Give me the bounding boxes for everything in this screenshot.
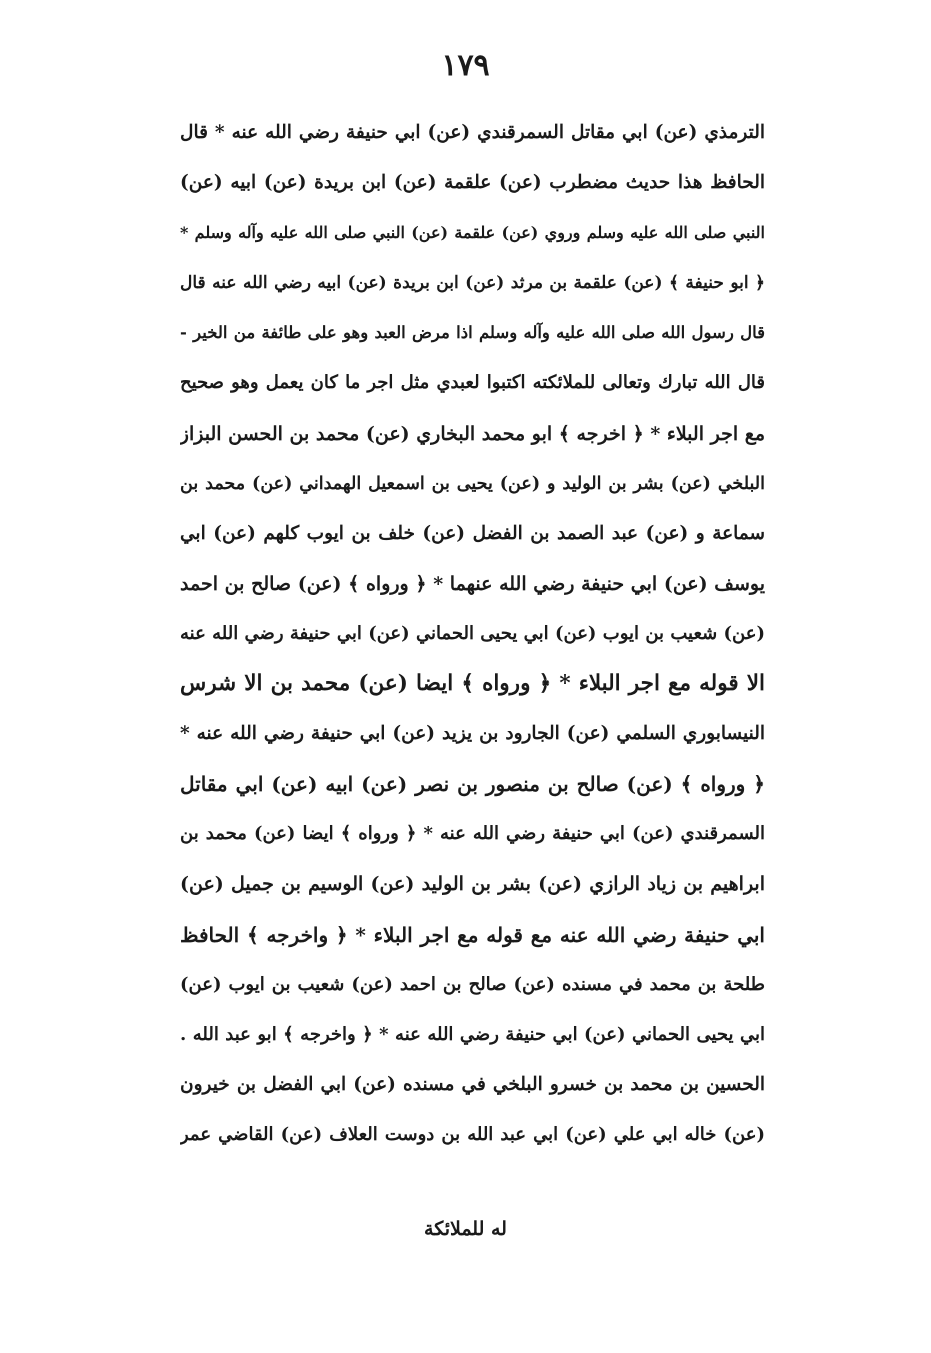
text-line: ابي يحيى الحماني (عن) ابي حنيفة رضي الله عنه * ﴿ واخرجه ﴾ ابو عبد الله . <box>180 1023 765 1045</box>
text-line: الحسين بن محمد بن خسرو البلخي في مسنده (عن) ابي الفضل بن خيرون <box>180 1073 765 1095</box>
text-line: (عن) خاله ابي علي (عن) ابي عبد الله بن دوست العلاف (عن) القاضي عمر <box>180 1123 765 1145</box>
footnote: له للملائكة <box>424 1218 507 1240</box>
text-line: الترمذي (عن) ابي مقاتل السمرقندي (عن) ابي حنيفة رضي الله عنه * قال <box>180 122 765 143</box>
text-line: ابراهيم بن زياد الرازي (عن) بشر بن الوليد (عن) الوسيم بن جميل (عن) <box>180 873 765 896</box>
text-line: سماعة و (عن) عبد الصمد بن الفضل (عن) خلف بن ايوب كلهم (عن) ابي <box>180 522 765 544</box>
text-line: يوسف (عن) ابي حنيفة رضي الله عنهما * ﴿ ورواه ﴾ (عن) صالح بن احمد <box>180 572 765 595</box>
text-line: الا قوله مع اجر البلاء * ﴿ ورواه ﴾ ايضا (عن) محمد بن الا شرس <box>180 671 765 697</box>
text-line: النيسابوري السلمي (عن) الجارود بن يزيد (عن) ابي حنيفة رضي الله عنه * <box>180 723 765 745</box>
text-line: (عن) شعيب بن ايوب (عن) ابي يحيى الحماني (عن) ابي حنيفة رضي الله عنه <box>180 622 765 644</box>
body-text <box>180 108 765 1160</box>
text-line: قال الله تبارك وتعالى للملائكته اكتبوا لعبدي مثل اجر ما كان يعمل وهو صحيح <box>180 372 765 394</box>
text-line: النبي صلى الله عليه وسلم وروي (عن) علقمة (عن) النبي صلى الله عليه وآله وسلم * <box>180 223 765 243</box>
text-line: ﴿ ورواه ﴾ (عن) صالح بن منصور بن نصر (عن) ابيه (عن) ابي مقاتل <box>180 772 765 797</box>
text-line: الحافظ هذا حديث مضطرب (عن) علقمة (عن) ابن بريدة (عن) ابيه (عن) <box>180 172 765 194</box>
text-line: السمرقندي (عن) ابي حنيفة رضي الله عنه * ﴿ ورواه ﴾ ايضا (عن) محمد بن <box>180 823 765 845</box>
text-line: طلحة بن محمد في مسنده (عن) صالح بن احمد (عن) شعيب بن ايوب (عن) <box>180 973 765 995</box>
text-line: مع اجر البلاء * ﴿ اخرجه ﴾ ابو محمد البخاري (عن) محمد بن الحسن البزاز <box>180 422 765 445</box>
text-line: ابي حنيفة رضي الله عنه مع قوله مع اجر البلاء * ﴿ واخرجه ﴾ الحافظ <box>180 922 765 947</box>
page-number: ١٧٩ <box>441 48 490 83</box>
text-line: ﴿ ابو حنيفة ﴾ (عن) علقمة بن مرثد (عن) ابن بريدة (عن) ابيه رضي الله عنه قال <box>180 273 765 294</box>
text-line: قال رسول الله صلى الله عليه وآله وسلم اذا مرض العبد وهو على طائفة من الخير - <box>180 323 765 343</box>
text-line: البلخي (عن) بشر بن الوليد و (عن) يحيى بن اسمعيل الهمداني (عن) محمد بن <box>180 473 765 494</box>
